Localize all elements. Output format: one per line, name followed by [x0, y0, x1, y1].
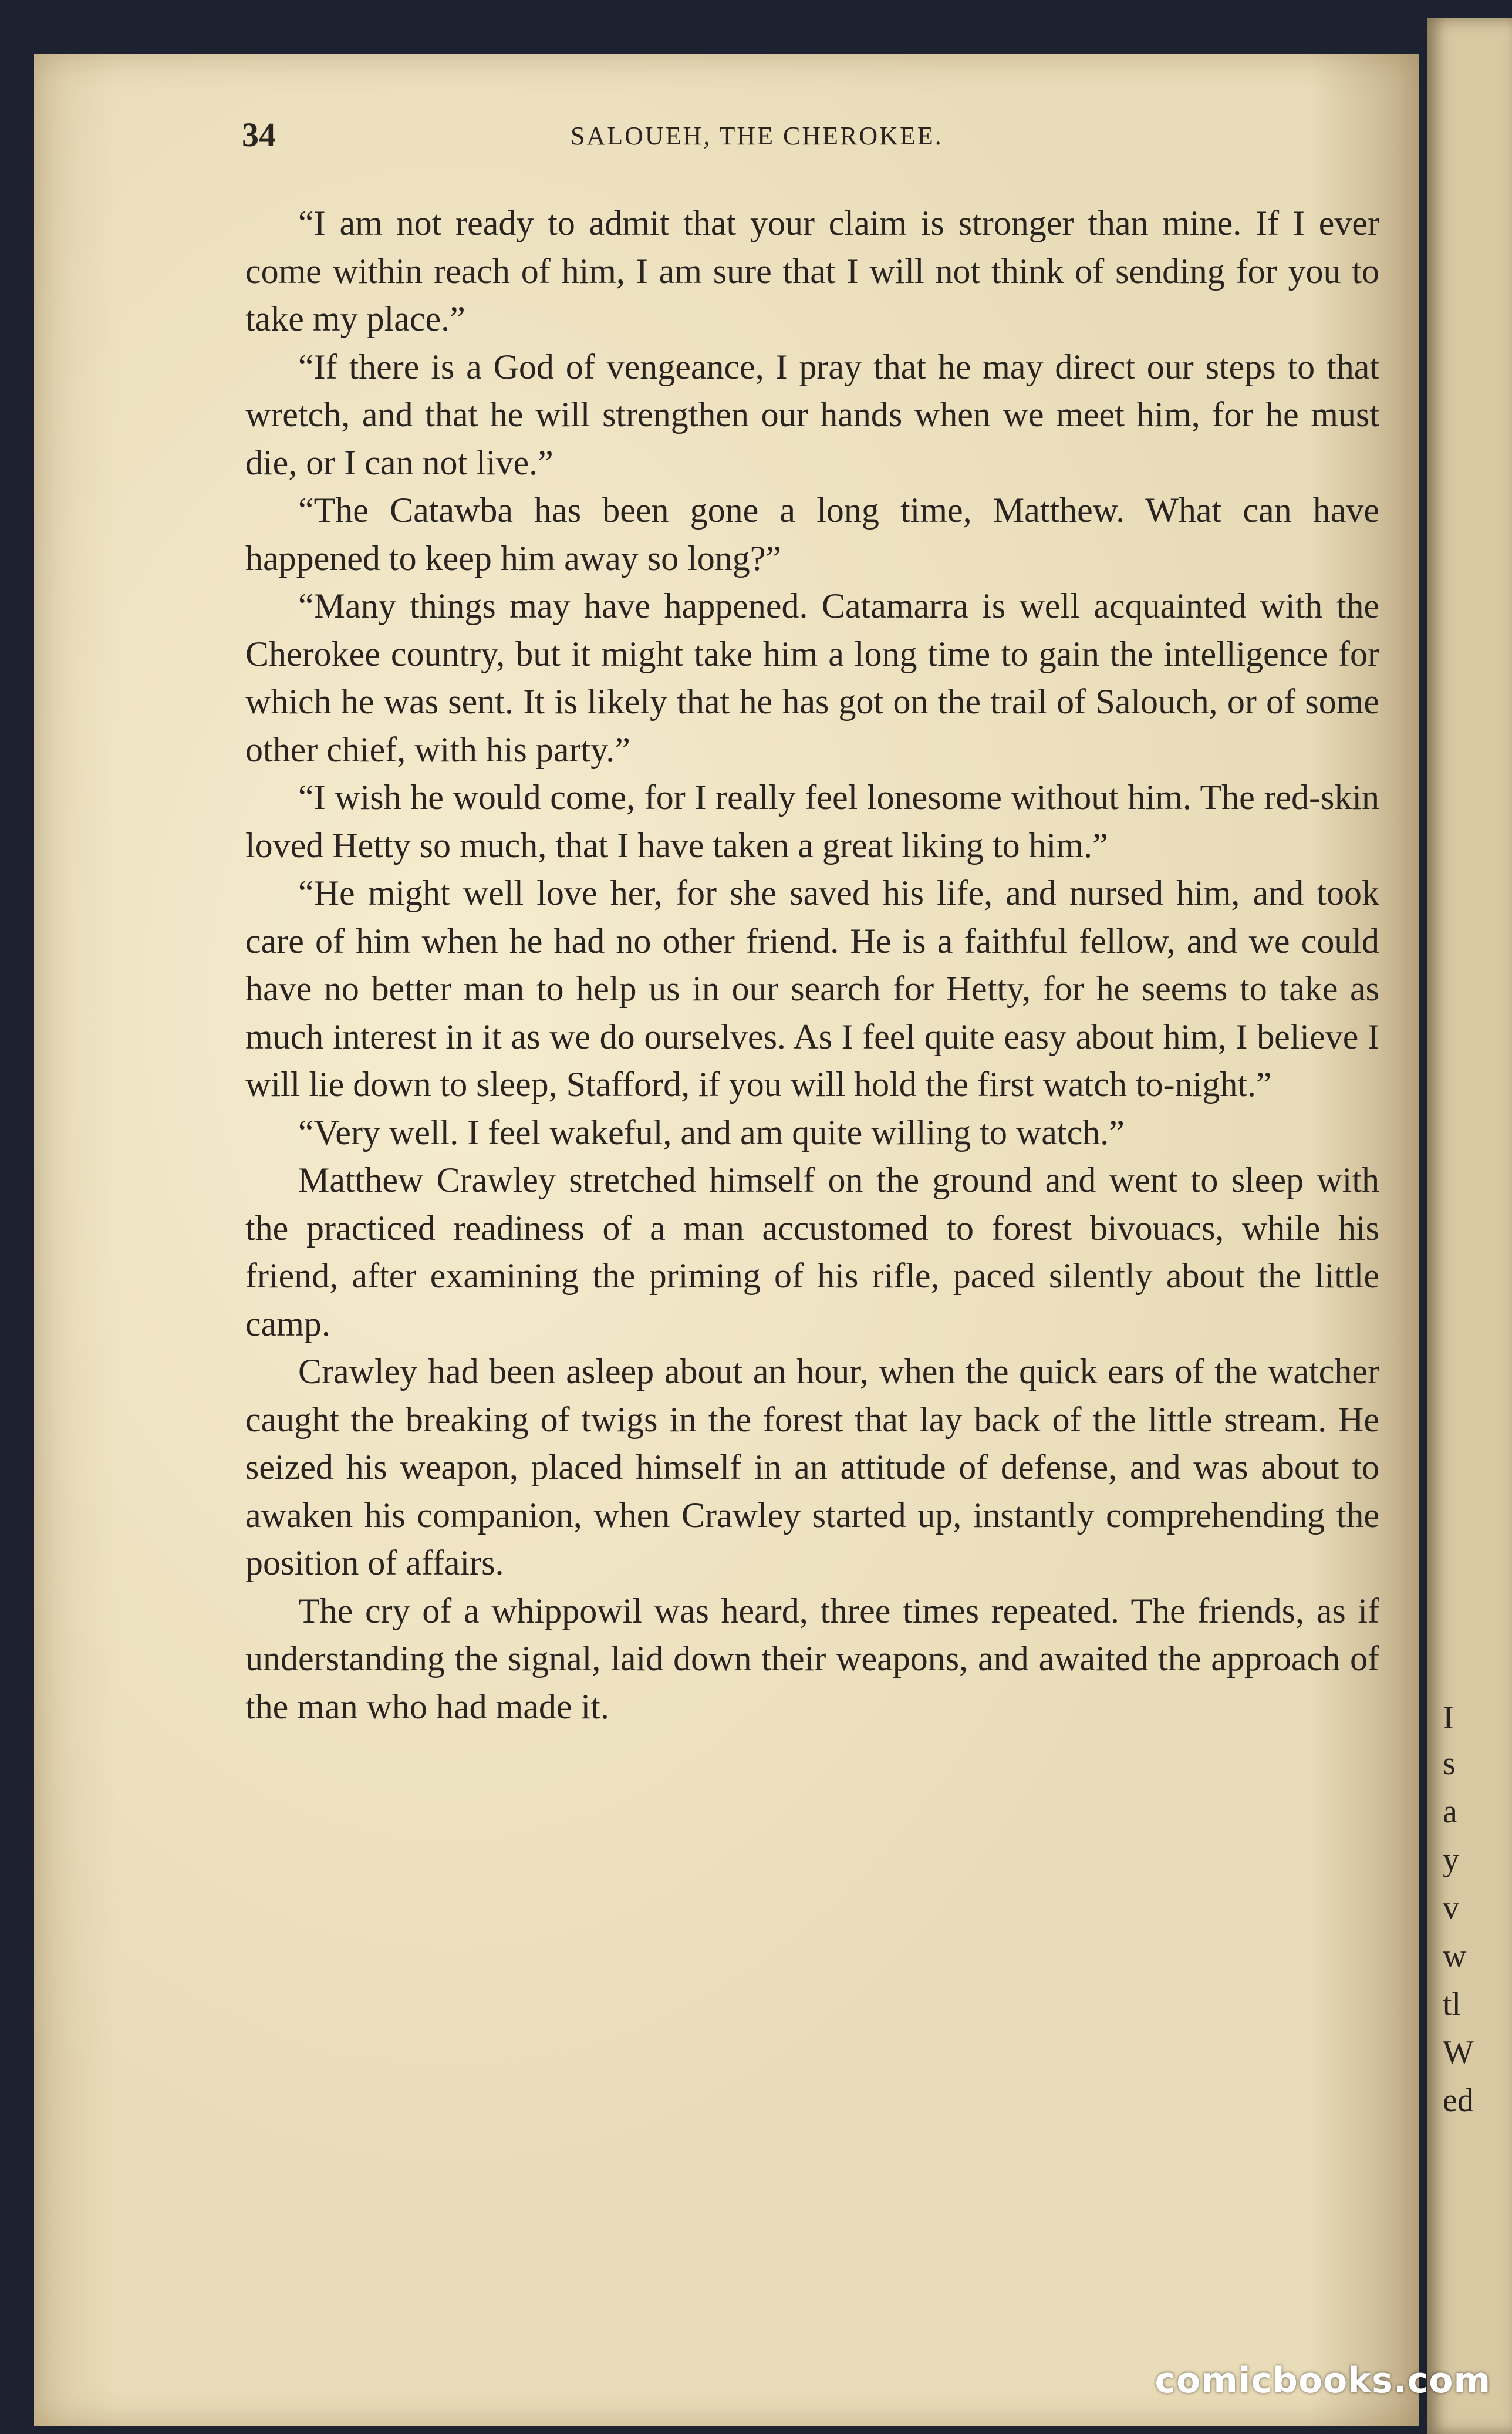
- running-title: SALOUEH, THE CHEROKEE.: [571, 122, 943, 150]
- adjacent-page-fragment: s: [1443, 1745, 1456, 1782]
- adjacent-page-fragment: W: [1443, 2034, 1474, 2071]
- adjacent-page-fragment: ed: [1443, 2082, 1474, 2119]
- paragraph: Crawley had been asleep about an hour, when the quick ears of the watcher caught the breaking of twigs in the forest that lay back of the little stream. He seized his weapon, placed himself in an attitude of defense, and was about to awaken his companion, when Crawley started up, instantly comprehending the position of affairs.: [245, 1352, 1379, 1582]
- adjacent-page-edge: [1427, 18, 1512, 2434]
- paragraph: “I am not ready to admit that your claim is stronger than mine. If I ever come within reach of him, I am sure that I will not think of sending for you to take my place.”: [245, 204, 1379, 338]
- paragraph: “The Catawba has been gone a long time, Matthew. What can have happened to keep him away so long?”: [245, 491, 1379, 578]
- adjacent-page-fragment: v: [1443, 1890, 1459, 1926]
- page-number: 34: [242, 116, 276, 154]
- adjacent-page-fragment: w: [1443, 1938, 1467, 1974]
- adjacent-page-fragment: I: [1443, 1700, 1454, 1736]
- page-body: [245, 200, 1379, 1731]
- running-head: [242, 115, 1181, 156]
- adjacent-page-fragment: y: [1443, 1842, 1459, 1878]
- paragraph: “Very well. I feel wakeful, and am quite willing to watch.”: [298, 1113, 1125, 1152]
- paragraph: “I wish he would come, for I really feel lonesome without him. The red-skin loved Hetty so much, that I have taken a great liking to him.”: [245, 778, 1379, 865]
- source-watermark: comicbooks.com: [1155, 2360, 1491, 2401]
- adjacent-page-fragment: tl: [1443, 1986, 1462, 2022]
- paragraph: “He might well love her, for she saved his life, and nursed him, and took care of him when he had no other friend. He is a faithful fellow, and we could have no better man to help us in our search for Hetty, for he seems to take as much interest in it as we do ourselves. As I feel quite easy about him, I believe I will lie down to sleep, Stafford, if you will hold the first watch to-night.”: [245, 874, 1379, 1104]
- paragraph: Matthew Crawley stretched himself on the ground and went to sleep with the practiced readiness of a man accustomed to forest bivouacs, while his friend, after examining the priming of his rifle, paced silently about the little camp.: [245, 1161, 1379, 1343]
- paragraph: “Many things may have happened. Catamarra is well acquainted with the Cherokee country, but it might take him a long time to gain the intelligence for which he was sent. It is likely that he has got on the trail of Salouch, or of some other chief, with his party.”: [245, 586, 1379, 769]
- paragraph: The cry of a whippowil was heard, three times repeated. The friends, as if understanding the signal, laid down their weapons, and awaited the approach of the man who had made it.: [245, 1591, 1379, 1726]
- adjacent-page-fragment: a: [1443, 1794, 1457, 1830]
- paragraph: “If there is a God of vengeance, I pray that he may direct our steps to that wretch, and that he will strengthen our hands when we meet him, for he must die, or I can not live.”: [245, 347, 1379, 482]
